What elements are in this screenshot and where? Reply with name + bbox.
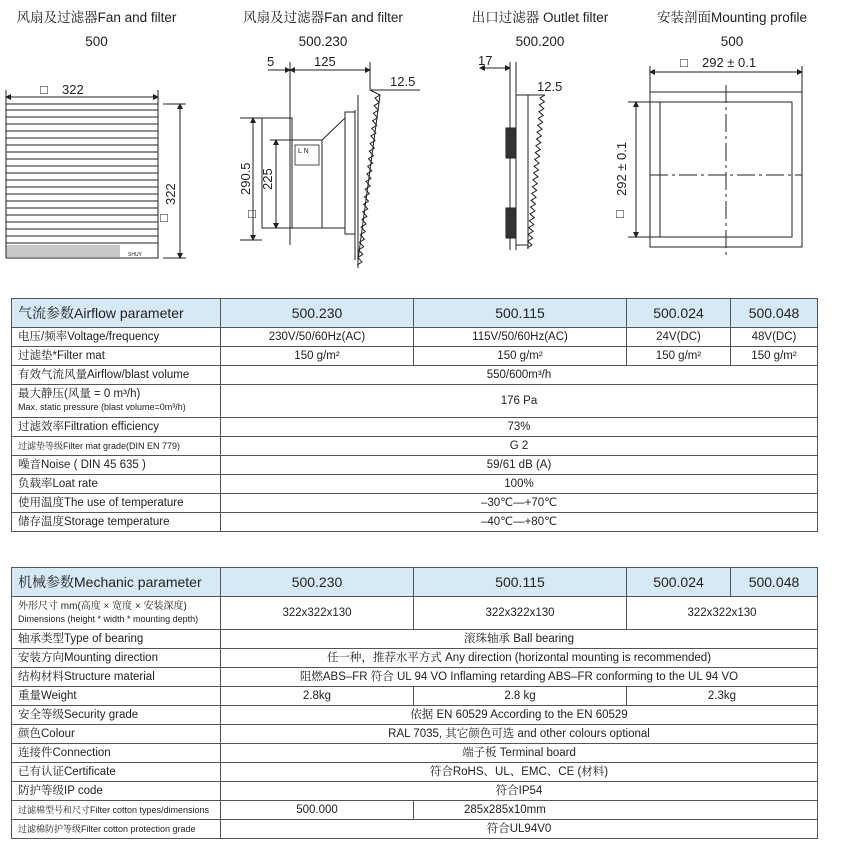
- row-label: 电压/频率Voltage/frequency: [12, 328, 221, 347]
- model-column-header: 500.115: [414, 568, 627, 597]
- row-label: 已有认证Certificate: [12, 763, 221, 782]
- dim-125: 125: [314, 54, 336, 69]
- table-row: [12, 597, 818, 630]
- row-label-en: Dimensions (height * width * mounting depth): [18, 614, 199, 624]
- row-label: 颜色Colour: [12, 725, 221, 744]
- square-symbol: □: [40, 82, 48, 97]
- technical-drawings: [0, 0, 852, 300]
- header-model: 500: [85, 34, 108, 49]
- table-row: [12, 494, 818, 513]
- table-row: [12, 687, 818, 706]
- dim-12-5: 12.5: [390, 74, 416, 89]
- table-row: [12, 649, 818, 668]
- table-row: [12, 437, 818, 456]
- row-label-en: Max. static pressure (blast volume=0m³/h): [18, 402, 186, 412]
- table-row: [12, 456, 818, 475]
- mounting-profile-drawing: [628, 66, 802, 255]
- model-column-header: 500.230: [221, 568, 414, 597]
- cell: 500.000: [221, 801, 414, 820]
- cell: 2.8 kg: [414, 687, 627, 706]
- cell: 阻燃ABS–FR 符合 UL 94 VO Inflaming retarding ABS–FR conforming to the UL 94 VO: [221, 668, 818, 687]
- cell: –30℃—+70℃: [221, 494, 818, 513]
- cell: 2.8kg: [221, 687, 414, 706]
- row-label: 过滤效率Filtration efficiency: [12, 418, 221, 437]
- table-row: [12, 782, 818, 801]
- square-symbol: □: [156, 214, 171, 222]
- row-label: 储存温度Storage temperature: [12, 513, 221, 532]
- cell: 322x322x130: [414, 597, 627, 630]
- row-label: 负载率Loat rate: [12, 475, 221, 494]
- header-model: 500.230: [298, 34, 348, 49]
- cell: 115V/50/60Hz(AC): [414, 328, 627, 347]
- height-dimension: 322: [163, 183, 178, 205]
- table-row: [12, 385, 818, 418]
- row-label: 结构材料Structure material: [12, 668, 221, 687]
- row-label: 过滤垫等级Filter mat grade(DIN EN 779): [12, 437, 221, 456]
- model-column-header: 500.024: [627, 299, 731, 328]
- cell: RAL 7035, 其它颜色可选 and other colours optional: [221, 725, 818, 744]
- cell: 依据 EN 60529 According to the EN 60529: [221, 706, 818, 725]
- table-row: [12, 630, 818, 649]
- cell: 150 g/m²: [221, 347, 414, 366]
- table-row: [12, 366, 818, 385]
- square-symbol: □: [248, 206, 256, 221]
- model-column-header: 500.230: [221, 299, 414, 328]
- row-label: 过滤棉防护等级Filter cotton protection grade: [12, 820, 221, 839]
- cell: 150 g/m²: [627, 347, 731, 366]
- cell: 150 g/m²: [414, 347, 627, 366]
- table-row: [12, 763, 818, 782]
- cell: 73%: [221, 418, 818, 437]
- table-row: [12, 801, 818, 820]
- cell: 2.3kg: [627, 687, 818, 706]
- cell: G 2: [221, 437, 818, 456]
- square-symbol: □: [680, 55, 688, 70]
- header-title: 风扇及过滤器Fan and filter: [243, 10, 403, 25]
- table-row: [12, 725, 818, 744]
- cell: 100%: [221, 475, 818, 494]
- row-label: 安全等级Security grade: [12, 706, 221, 725]
- dim-12-5: 12.5: [537, 79, 563, 94]
- row-label: 安装方向Mounting direction: [12, 649, 221, 668]
- fan-side-view-drawing: [240, 62, 420, 268]
- row-label: 连接件Connection: [12, 744, 221, 763]
- dim-290-5: 290.5: [238, 162, 253, 195]
- row-label-cn: 最大静压(风量 = 0 m³/h): [18, 388, 141, 400]
- table-row: [12, 475, 818, 494]
- cell: 230V/50/60Hz(AC): [221, 328, 414, 347]
- cell: 符合IP54: [221, 782, 818, 801]
- cell: 滚珠轴承 Ball bearing: [221, 630, 818, 649]
- cell: 176 Pa: [221, 385, 818, 418]
- table-row: [12, 347, 818, 366]
- row-label-cn: 外形尺寸 mm(高度 × 宽度 × 安装深度): [18, 601, 187, 612]
- row-label: 过滤垫*Filter mat: [12, 347, 221, 366]
- cell: 48V(DC): [731, 328, 818, 347]
- square-symbol: □: [612, 210, 627, 218]
- model-column-header: 500.024: [627, 568, 731, 597]
- cell: 任一种，推荐水平方式 Any direction (horizontal mounting is recommended): [221, 649, 818, 668]
- outlet-filter-drawing: [480, 62, 545, 250]
- table-title: 气流参数Airflow parameter: [12, 299, 221, 328]
- model-column-header: 500.115: [414, 299, 627, 328]
- mechanic-parameter-table: [11, 567, 818, 839]
- dim-225: 225: [260, 168, 275, 190]
- dim-5: 5: [267, 54, 275, 69]
- louver-slats: [6, 110, 158, 256]
- mount-width-dimension: 292 ± 0.1: [702, 55, 757, 70]
- row-label: 有效气流风量Airflow/blast volume: [12, 366, 221, 385]
- table-header-row: [12, 299, 818, 328]
- dim-17: 17: [478, 53, 493, 68]
- row-label: 防护等级IP code: [12, 782, 221, 801]
- table-row: [12, 820, 818, 839]
- cell: 150 g/m²: [731, 347, 818, 366]
- header-model: 500: [720, 34, 744, 49]
- terminal-label: L N: [298, 148, 309, 155]
- front-view-drawing: [6, 90, 186, 258]
- width-dimension: 322: [62, 82, 84, 97]
- row-label: [12, 597, 221, 630]
- cell: 59/61 dB (A): [221, 456, 818, 475]
- table-title: 机械参数Mechanic parameter: [12, 568, 221, 597]
- table-row: [12, 328, 818, 347]
- cell: 322x322x130: [627, 597, 818, 630]
- cell: –40℃—+80℃: [221, 513, 818, 532]
- row-label: 重量Weight: [12, 687, 221, 706]
- brand-label: SHUY: [128, 252, 142, 258]
- cell: 端子板 Terminal board: [221, 744, 818, 763]
- cell: 285x285x10mm: [414, 801, 818, 820]
- model-column-header: 500.048: [731, 299, 818, 328]
- header-title: 出口过滤器 Outlet filter: [471, 10, 609, 25]
- row-label: 轴承类型Type of bearing: [12, 630, 221, 649]
- cell: 24V(DC): [627, 328, 731, 347]
- table-row: [12, 418, 818, 437]
- table-row: [12, 668, 818, 687]
- header-title: 风扇及过滤器Fan and filter: [16, 10, 177, 25]
- cell: 符合RoHS、UL、EMC、CE (材料): [221, 763, 818, 782]
- row-label: 过滤棉型号和尺寸Filter cotton types/dimensions: [12, 801, 221, 820]
- serrated-edge: [527, 95, 545, 248]
- mount-height-dimension: 292 ± 0.1: [614, 141, 629, 196]
- row-label: 使用温度The use of temperature: [12, 494, 221, 513]
- table-row: [12, 706, 818, 725]
- table-row: [12, 744, 818, 763]
- model-column-header: 500.048: [731, 568, 818, 597]
- table-header-row: [12, 568, 818, 597]
- cell: 550/600m³/h: [221, 366, 818, 385]
- header-title: 安装剖面Mounting profile: [656, 10, 808, 25]
- airflow-parameter-table: [11, 298, 818, 532]
- table-row: [12, 513, 818, 532]
- row-label: [12, 385, 221, 418]
- row-label: 噪音Noise ( DIN 45 635 ): [12, 456, 221, 475]
- cell: 符合UL94V0: [221, 820, 818, 839]
- header-model: 500.200: [515, 34, 565, 49]
- cell: 322x322x130: [221, 597, 414, 630]
